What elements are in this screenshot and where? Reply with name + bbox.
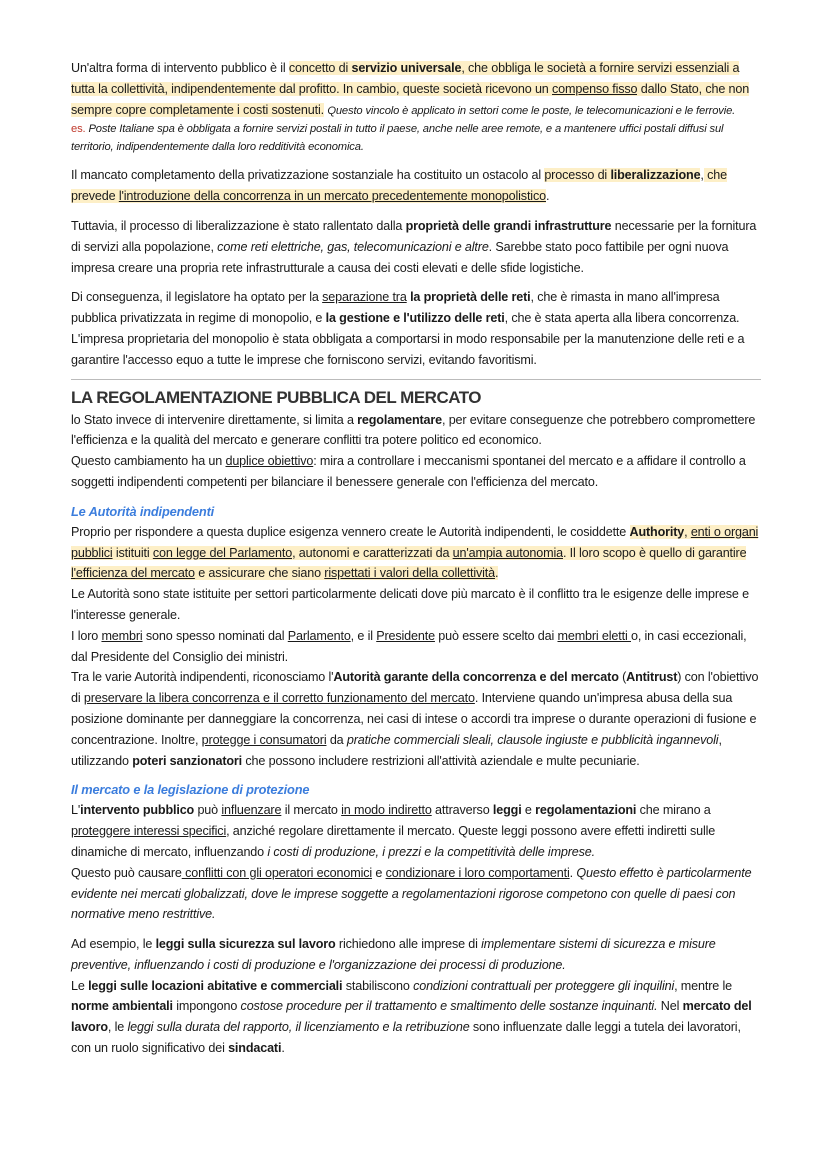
paragraph (71, 120, 761, 156)
text-run: leggi sulla durata del rapporto, il licenziamento e la retribuzione (127, 1020, 470, 1035)
text-run: condizionare i loro comportamenti (385, 865, 570, 880)
text-run: influenzare (221, 803, 282, 818)
highlighted-text: dallo Stato, che non sempre copre completamente i costi sostenuti. (71, 81, 750, 117)
paragraph (71, 934, 761, 976)
highlighted-text: istituiti (112, 545, 153, 560)
text-run: , anziché regolare direttamente il mercato. Queste leggi possono avere effetti indiretti sulle dinamiche di mercato, influenzando (71, 824, 716, 859)
text-run: membri (101, 628, 143, 643)
text-run: stabiliscono (342, 978, 414, 993)
text-run: o, in casi eccezionali, dal Presidente del Consiglio dei ministri. (71, 628, 747, 664)
text-run: Il mancato completamento della privatizzazione sostanziale ha costituito un ostacolo al (71, 168, 545, 183)
paragraph (71, 863, 761, 925)
text-run: regolamentare (357, 412, 442, 427)
text-run: Presidente (376, 628, 435, 643)
paragraph (71, 522, 761, 584)
paragraph (71, 667, 761, 771)
text-run: Questo può causare (71, 865, 182, 880)
paragraph (71, 451, 761, 493)
highlighted-text: processo di (544, 168, 611, 183)
text-run: richiedono alle imprese di (335, 937, 482, 952)
text-run: proteggere interessi specifici (71, 824, 227, 839)
text-run: Questo effetto è particolarmente evidente nei mercati globalizzati, dove le imprese soggette a regolamentazioni rigorose competono con quelle di paesi con normative meno restrittive. (71, 865, 752, 922)
text-run: , mentre le (674, 978, 732, 993)
section-heading: LA REGOLAMENTAZIONE PUBBLICA DEL MERCATO (71, 387, 482, 407)
text-run: sono spesso nominati dal (142, 628, 288, 643)
text-run: che mirano a (636, 803, 711, 818)
text-run: e (372, 865, 386, 880)
text-run: Poste Italiane spa è obbligata a fornire servizi postali in tutto il paese, anche nelle aree remote, e a mantenere uffici postali diffusi sul territorio, indipendentemente dalla loro redditività economica. (71, 123, 724, 154)
paragraph (71, 584, 761, 626)
paragraph (71, 58, 761, 120)
highlighted-text: concetto di (288, 61, 352, 75)
text-run: il mercato (281, 803, 342, 818)
paragraph (71, 165, 761, 207)
text-run: . (545, 189, 550, 204)
text-run: . (281, 1041, 285, 1056)
text-run: Le (71, 978, 89, 993)
highlighted-text: l'efficienza del mercato (71, 566, 195, 581)
text-run: impongono (172, 999, 241, 1014)
text-run: e (521, 803, 536, 818)
text-run: può (194, 803, 222, 818)
text-run: in modo indiretto (341, 803, 432, 818)
text-run: , per evitare conseguenze che potrebbero compromettere l'efficienza e la qualità del mercato e generare conflitti tra potere politico ed economico. (71, 412, 756, 448)
text-run: leggi sulla sicurezza sul lavoro (155, 937, 336, 952)
highlighted-text: e assicurare che siano (194, 566, 325, 581)
text-run: la gestione e l'utilizzo delle reti (325, 311, 505, 326)
text-run: poteri sanzionatori (132, 753, 243, 768)
text-run: Un'altra forma di intervento pubblico è il (71, 61, 289, 75)
highlighted-text: liberalizzazione (610, 168, 701, 183)
section-divider (71, 379, 761, 380)
highlighted-text: . Il loro scopo è quello di garantire (562, 545, 747, 560)
text-run: L' (71, 803, 81, 818)
text-run: , (700, 168, 704, 183)
text-run: , che è stata aperta alla libera concorrenza. L'impresa proprietaria del monopolio è stata obbligata a comportarsi in modo responsabile per la manutenzione delle reti e a garantire l'accesso equo a tutte le imprese che forniscono servizi, evitando favoritismi. (71, 311, 745, 367)
text-run: necessarie per la fornitura di servizi alla popolazione, (71, 218, 757, 254)
text-run: costose procedure per il trattamento e smaltimento delle sostanze inquinanti. (240, 999, 658, 1014)
text-run: , le (107, 1020, 128, 1035)
text-run: Le Autorità sono state istituite per settori particolarmente delicati dove più marcato è il conflitto tra le esigenze delle imprese e l'interesse generale. (71, 587, 749, 622)
text-run: leggi sulle locazioni abitative e commerciali (88, 978, 343, 993)
text-run: ( (618, 670, 627, 685)
text-run: sindacati (228, 1041, 282, 1056)
text-run: condizioni contrattuali per proteggere gli inquilini (413, 978, 675, 993)
text-run: , utilizzando (71, 732, 722, 768)
paragraph (71, 410, 761, 452)
highlighted-text: Authority (629, 524, 685, 539)
text-run: Ad esempio, le (71, 937, 156, 952)
highlighted-text: , (684, 524, 691, 539)
text-run: membri eletti (557, 628, 631, 643)
text-run: proprietà delle grandi infrastrutture (405, 218, 612, 233)
highlighted-text: compenso fisso (552, 81, 638, 96)
text-run: i costi di produzione, i prezzi e la competitività delle imprese. (267, 844, 596, 859)
paragraph (71, 626, 761, 668)
highlighted-text: l'introduzione della concorrenza in un mercato precedentemente monopolistico (118, 189, 546, 204)
text-run: leggi (492, 803, 522, 818)
highlighted-text: che prevede (71, 168, 727, 204)
highlighted-text: , autonomi e caratterizzati da (292, 545, 453, 560)
text-run: intervento pubblico (80, 803, 195, 818)
text-run: norme ambientali (71, 999, 173, 1014)
text-run: Questo cambiamento ha un (71, 454, 226, 469)
text-run: ) con l'obiettivo di (71, 670, 759, 706)
text-run: può essere scelto dai (434, 628, 558, 643)
text-run: Di conseguenza, il legislatore ha optato per la (71, 290, 323, 305)
text-run: . Sarebbe stato poco fattibile per ogni nuova impresa creare una propria rete infrastrutturale a causa dei costi elevati e delle sfide logistiche. (71, 239, 729, 275)
paragraph (71, 216, 761, 278)
paragraph (71, 287, 761, 370)
text-run: implementare sistemi di sicurezza e misure preventive, influenzando i costi di produzione e l'organizzazione dei processi di produzione. (71, 937, 716, 972)
text-run: Tra le varie Autorità indipendenti, riconosciamo l' (71, 670, 334, 685)
highlighted-text: rispettati i valori della collettività (324, 566, 495, 581)
text-run: I loro (71, 628, 102, 643)
text-run: la proprietà delle reti (410, 290, 531, 305)
text-run: es. (71, 123, 86, 136)
text-run: lo Stato invece di intervenire direttamente, si limita a (71, 412, 358, 427)
text-run: conflitti con gli operatori economici (181, 865, 373, 880)
text-run: protegge i consumatori (201, 732, 327, 747)
text-run: separazione tra (322, 290, 407, 305)
text-run: : mira a controllare i meccanismi spontanei del mercato e a affidare il controllo a soggetti indipendenti competenti per bilanciare il benessere generale con l'efficienza del mercato. (71, 454, 746, 489)
highlighted-text: con legge del Parlamento (152, 545, 293, 560)
highlighted-text: enti o organi pubblici (71, 524, 759, 560)
text-run: mercato del lavoro (71, 999, 752, 1035)
text-run: come reti elettriche, gas, telecomunicazioni e altre (217, 239, 489, 254)
highlighted-text: . (494, 566, 499, 581)
text-run: attraverso (431, 803, 493, 818)
text-run: preservare la libera concorrenza e il corretto funzionamento del mercato (83, 691, 475, 706)
text-run: . (569, 865, 577, 880)
text-run: Tuttavia, il processo di liberalizzazione è stato rallentato dalla (71, 218, 406, 233)
highlighted-text: , che obbliga le società a fornire servizi essenziali a tutta la collettività, indipendentemente dal profitto. In cambio, queste società ricevono un (71, 61, 740, 96)
text-run: , e il (350, 628, 377, 643)
paragraph (71, 976, 761, 1059)
subsection-heading: Le Autorità indipendenti (71, 503, 215, 519)
text-run: Autorità garante della concorrenza e del mercato (333, 670, 619, 685)
text-run: duplice obiettivo (225, 454, 314, 469)
text-run: . Interviene quando un'impresa abusa della sua posizione dominante per danneggiare la concorrenza, nei casi di intese o accordi tra imprese o durante operazioni di fusione e concentrazione. Inoltre, (71, 691, 757, 747)
text-run: che possono includere restrizioni all'attività aziendale e multe pecuniarie. (242, 753, 640, 768)
highlighted-text: un'ampia autonomia (452, 545, 563, 560)
paragraph (71, 800, 761, 862)
text-run: , che è rimasta in mano all'impresa pubblica privatizzata in regime di monopolio, e (71, 290, 720, 326)
text-run: Nel (657, 999, 683, 1014)
text-run: Proprio per rispondere a questa duplice esigenza vennero create le Autorità indipendenti, le cosiddette (71, 524, 630, 539)
text-run: Parlamento (287, 628, 351, 643)
text-run: sono influenzate dalle leggi a tutela dei lavoratori, con un ruolo significativo dei (71, 1020, 741, 1056)
text-run: Antitrust (626, 670, 678, 685)
document-body (71, 58, 761, 1068)
text-run: Questo vincolo è applicato in settori come le poste, le telecomunicazioni e le ferrovie. (327, 104, 736, 117)
text-run: regolamentazioni (535, 803, 637, 818)
subsection-heading: Il mercato e la legislazione di protezione (71, 782, 310, 798)
highlighted-text: servizio universale (351, 61, 462, 75)
text-run: pratiche commerciali sleali, clausole ingiuste e pubblicità ingannevoli (346, 732, 719, 747)
text-run: da (326, 732, 347, 747)
